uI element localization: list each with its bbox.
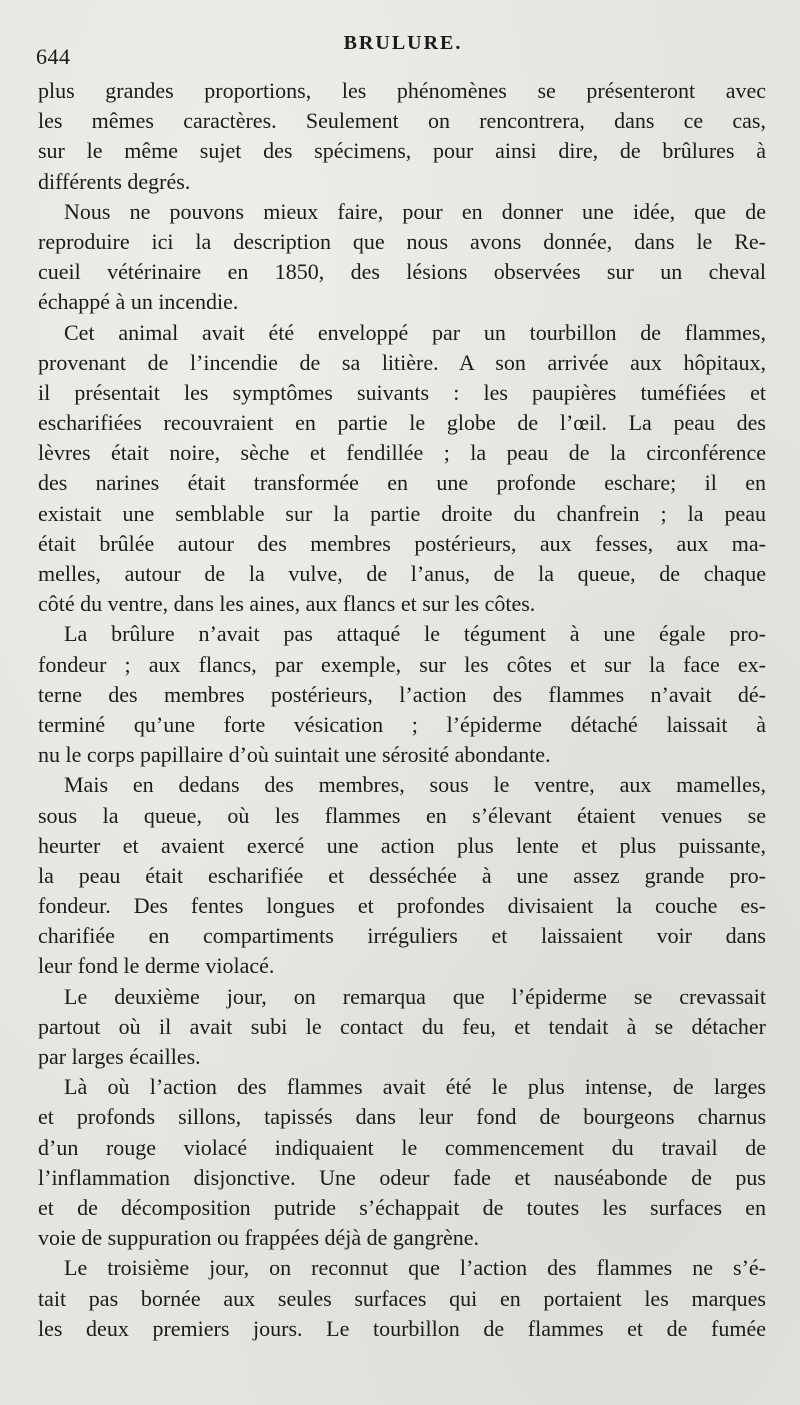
text-line: Le troisième jour, on reconnut que l’action des flammes ne s’é-: [64, 1255, 766, 1281]
page-number: 644: [36, 44, 71, 69]
text-line: charifiée en compartiments irréguliers et laissaient voir dans: [38, 923, 766, 949]
paragraph: [38, 197, 766, 318]
text-line: et de décomposition putride s’échappait de toutes les surfaces en: [38, 1194, 766, 1220]
text-line: sur le même sujet des spécimens, pour ainsi dire, de brûlures à: [38, 138, 766, 164]
text-line: les deux premiers jours. Le tourbillon de flammes et de fumée: [38, 1315, 766, 1341]
paragraph: [38, 1072, 766, 1253]
text-line: Cet animal avait été enveloppé par un tourbillon de flammes,: [64, 319, 766, 345]
text-line: Le deuxième jour, on remarqua que l’épiderme se crevassait: [64, 983, 766, 1009]
text-line: terne des membres postérieurs, l’action des flammes n’avait dé-: [38, 681, 766, 707]
text-line: leur fond le derme violacé.: [38, 953, 275, 979]
paragraph: [38, 770, 766, 981]
text-line: partout où il avait subi le contact du feu, et tendait à se détacher: [38, 1013, 766, 1039]
text-line: par larges écailles.: [38, 1044, 201, 1069]
page-header: [36, 28, 770, 68]
text-line: La brûlure n’avait pas attaqué le tégument à une égale pro-: [64, 621, 766, 647]
paragraph: [38, 982, 766, 1073]
text-line: échappé à un incendie.: [38, 289, 239, 315]
text-line: provenant de l’incendie de sa litière. A son arrivée aux hôpitaux,: [38, 349, 766, 375]
text-line: l’inflammation disjonctive. Une odeur fade et nauséabonde de pus: [38, 1164, 766, 1190]
text-line: lèvres était noire, sèche et fendillée ; la peau de la circonférence: [38, 440, 766, 466]
text-line: différents degrés.: [38, 168, 191, 194]
running-head: BRULURE.: [343, 32, 463, 54]
text-line: Nous ne pouvons mieux faire, pour en donner une idée, que de: [64, 198, 766, 224]
text-line: Là où l’action des flammes avait été le plus intense, de larges: [64, 1074, 766, 1100]
text-line: existait une semblable sur la partie droite du chanfrein ; la peau: [38, 500, 766, 526]
body-text: [38, 76, 766, 1344]
text-line: reproduire ici la description que nous avons donnée, dans le Re-: [38, 228, 766, 254]
text-line: melles, autour de la vulve, de l’anus, de la queue, de chaque: [38, 561, 766, 586]
text-line: cueil vétérinaire en 1850, des lésions observées sur un cheval: [38, 259, 766, 285]
text-line: terminé qu’une forte vésication ; l’épiderme détaché laissait à: [38, 711, 766, 737]
text-line: tait pas bornée aux seules surfaces qui en portaient les marques: [38, 1285, 766, 1311]
text-line: voie de suppuration ou frappées déjà de gangrène.: [38, 1225, 480, 1251]
text-line: sous la queue, où les flammes en s’élevant étaient venues se: [38, 802, 766, 828]
text-line: était brûlée autour des membres postérieurs, aux fesses, aux ma-: [38, 530, 766, 556]
text-line: et profonds sillons, tapissés dans leur fond de bourgeons charnus: [38, 1104, 766, 1130]
text-line: fondeur ; aux flancs, par exemple, sur les côtes et sur la face ex-: [38, 651, 766, 677]
text-line: Mais en dedans des membres, sous le ventre, aux mamelles,: [64, 772, 766, 798]
text-line: escharifiées recouvraient en partie le globe de l’œil. La peau des: [38, 410, 766, 436]
text-line: la peau était escharifiée et desséchée à une assez grande pro-: [38, 862, 766, 888]
text-line: plus grandes proportions, les phénomènes se présenteront avec: [38, 78, 766, 103]
text-line: nu le corps papillaire d’où suintait une sérosité abondante.: [38, 742, 551, 768]
text-line: d’un rouge violacé indiquaient le commencement du travail de: [38, 1134, 766, 1160]
text-line: il présentait les symptômes suivants : les paupières tuméfiées et: [38, 379, 766, 405]
paragraph: [38, 619, 766, 770]
text-line: fondeur. Des fentes longues et profondes divisaient la couche es-: [38, 893, 766, 919]
paragraph: [38, 1253, 766, 1344]
text-line: des narines était transformée en une profonde eschare; il en: [38, 470, 766, 496]
paragraph: [38, 76, 766, 197]
paragraph: [38, 318, 766, 620]
text-line: heurter et avaient exercé une action plus lente et plus puissante,: [38, 832, 766, 858]
text-line: côté du ventre, dans les aines, aux flancs et sur les côtes.: [38, 591, 536, 617]
text-line: les mêmes caractères. Seulement on rencontrera, dans ce cas,: [38, 108, 766, 134]
